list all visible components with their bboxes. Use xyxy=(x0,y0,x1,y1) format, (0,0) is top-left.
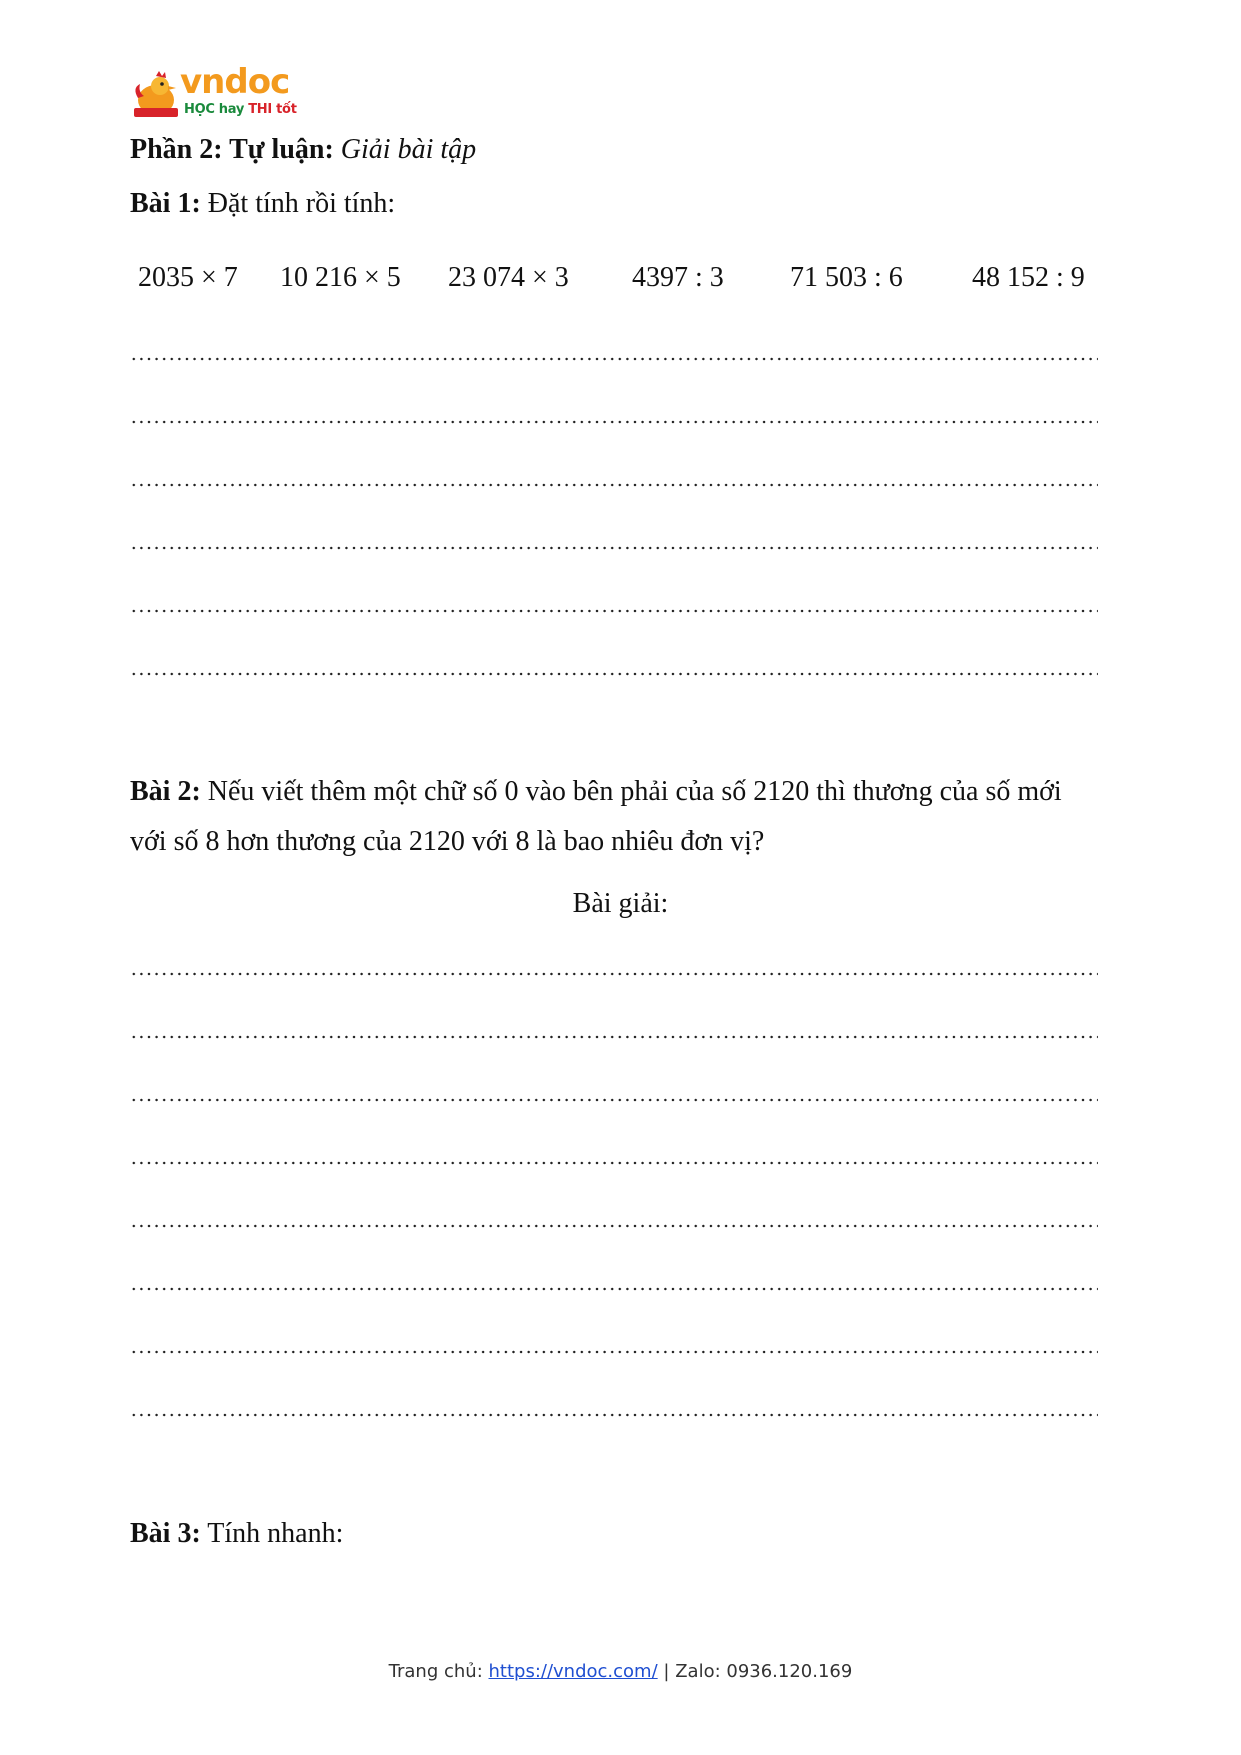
answer-line xyxy=(130,545,1098,551)
answer-line xyxy=(130,419,1098,425)
bai2-text-line2: với số 8 hơn thương của 2120 với 8 là bao nhiêu đơn vị? xyxy=(130,826,765,857)
bai1-text: Đặt tính rồi tính: xyxy=(207,188,396,219)
rooster-mascot-icon xyxy=(130,70,182,122)
answer-line xyxy=(130,671,1098,677)
bai2-text-line1: Nếu viết thêm một chữ số 0 vào bên phải của số 2120 thì thương của số mới xyxy=(207,776,1062,807)
bai1-heading xyxy=(130,188,395,220)
solution-heading: Bài giải: xyxy=(572,888,669,919)
page-footer xyxy=(0,1661,1241,1682)
bai1-label: Bài 1: xyxy=(130,188,201,219)
expression-4: 4397 : 3 xyxy=(632,262,724,293)
answer-line xyxy=(130,971,1098,977)
vndoc-logo xyxy=(130,62,300,122)
answer-line xyxy=(130,1034,1098,1040)
expression-2: 10 216 × 5 xyxy=(280,262,401,293)
answer-line xyxy=(130,1286,1098,1292)
footer-contact: Zalo: 0936.120.169 xyxy=(675,1661,853,1682)
tagline-green: HỌC hay xyxy=(184,102,244,117)
expression-6: 48 152 : 9 xyxy=(972,262,1085,293)
answer-line xyxy=(130,1160,1098,1166)
tagline-red: THI tốt xyxy=(248,102,297,117)
bai3-label: Bài 3: xyxy=(130,1518,201,1549)
logo-wordmark: vndoc xyxy=(180,62,290,102)
answer-line xyxy=(130,1349,1098,1355)
bai3-text: Tính nhanh: xyxy=(207,1518,344,1549)
answer-line xyxy=(130,1412,1098,1418)
bai3-heading xyxy=(130,1518,343,1550)
logo-tagline xyxy=(184,102,297,117)
bai2-label: Bài 2: xyxy=(130,776,201,807)
section-heading xyxy=(130,134,476,166)
section-subtitle: Giải bài tập xyxy=(340,134,477,165)
section-label: Phần 2: Tự luận: xyxy=(130,134,334,165)
answer-line xyxy=(130,482,1098,488)
expression-5: 71 503 : 6 xyxy=(790,262,903,293)
expression-3: 23 074 × 3 xyxy=(448,262,569,293)
footer-separator: | xyxy=(663,1661,670,1682)
footer-prefix: Trang chủ: xyxy=(388,1661,483,1682)
expression-1: 2035 × 7 xyxy=(138,262,238,293)
answer-line xyxy=(130,1223,1098,1229)
footer-home-link[interactable]: https://vndoc.com/ xyxy=(488,1661,658,1682)
bai2-line1 xyxy=(130,776,1062,808)
answer-line xyxy=(130,1097,1098,1103)
answer-line xyxy=(130,356,1098,362)
answer-line xyxy=(130,608,1098,614)
